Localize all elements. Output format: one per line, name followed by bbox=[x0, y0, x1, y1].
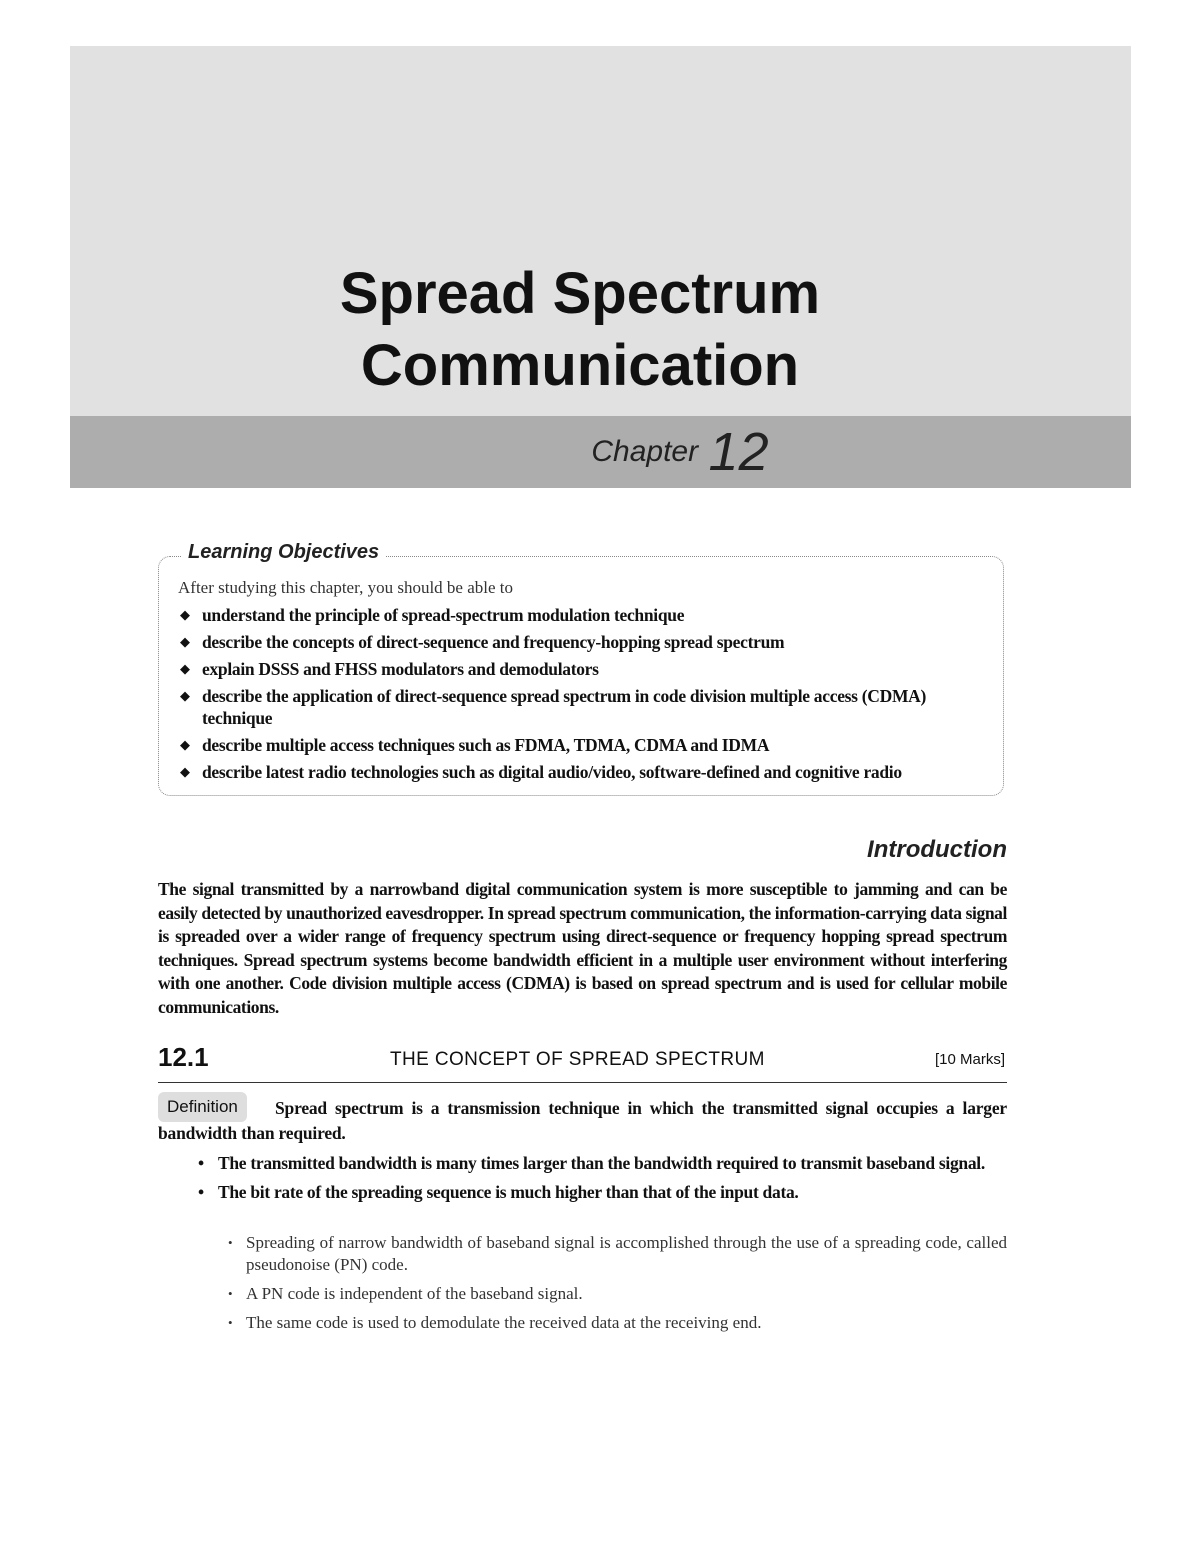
objective-text: understand the principle of spread-spectrum modulation technique bbox=[202, 605, 685, 625]
definition-badge: Definition bbox=[158, 1092, 247, 1122]
section-title: THE CONCEPT OF SPREAD SPECTRUM bbox=[390, 1049, 765, 1070]
objective-text: describe multiple access techniques such as FDMA, TDMA, CDMA and IDMA bbox=[202, 735, 770, 755]
section-marks: [10 Marks] bbox=[934, 1051, 1005, 1068]
chapter-title-line2: Communication bbox=[360, 333, 800, 398]
definition-text: Spread spectrum is a transmission technique in which the transmitted signal occupies a larger bandwidth than required. bbox=[158, 1098, 1007, 1143]
objective-item bbox=[178, 658, 998, 680]
objective-text: describe latest radio technologies such as digital audio/video, software-defined and cognitive radio bbox=[202, 762, 902, 782]
point-text: The transmitted bandwidth is many times larger than the bandwidth required to transmit baseband signal. bbox=[218, 1153, 985, 1173]
diamond-bullet-icon: ◆ bbox=[180, 607, 190, 622]
diamond-bullet-icon: ◆ bbox=[180, 737, 190, 752]
small-bullet-icon: • bbox=[228, 1286, 233, 1301]
definition-subpoints bbox=[228, 1232, 1007, 1341]
objective-item bbox=[178, 685, 998, 729]
introduction-heading: Introduction bbox=[867, 836, 1007, 863]
diamond-bullet-icon: ◆ bbox=[180, 688, 190, 703]
objective-item bbox=[178, 631, 998, 653]
subpoint-text: The same code is used to demodulate the received data at the receiving end. bbox=[246, 1313, 762, 1332]
learning-objectives-title: Learning Objectives bbox=[182, 541, 385, 564]
section-heading bbox=[158, 1042, 1007, 1083]
chapter-title-line1: Spread Spectrum bbox=[339, 261, 821, 326]
objective-item bbox=[178, 761, 998, 783]
introduction-paragraph: The signal transmitted by a narrowband digital communication system is more susceptible to jamming and can be easily detected by unauthorized eavesdropper. In spread spectrum communication, the information-carrying data signal is spreaded over a wider range of frequency spectrum using direct-sequence or frequency hopping spread spectrum techniques. Spread spectrum systems become bandwidth efficient in a multiple user environment without interfering with one another. Code division multiple access (CDMA) is based on spread spectrum and is used for cellular mobile communications. bbox=[158, 879, 1007, 1017]
subpoint-item bbox=[228, 1283, 1007, 1305]
subpoint-text: Spreading of narrow bandwidth of baseband signal is accomplished through the use of a spreading code, called pseudonoise (PN) code. bbox=[246, 1233, 1007, 1274]
objective-item bbox=[178, 604, 998, 626]
objective-text: describe the application of direct-sequence spread spectrum in code division multiple access (CDMA) technique bbox=[202, 686, 927, 728]
point-item bbox=[196, 1181, 1007, 1203]
definition-points bbox=[196, 1152, 1007, 1210]
chapter-word: Chapter bbox=[591, 435, 699, 468]
objective-text: describe the concepts of direct-sequence and frequency-hopping spread spectrum bbox=[202, 632, 785, 652]
diamond-bullet-icon: ◆ bbox=[180, 764, 190, 779]
subpoint-item bbox=[228, 1232, 1007, 1276]
objective-text: explain DSSS and FHSS modulators and demodulators bbox=[202, 659, 599, 679]
chapter-number: 12 bbox=[708, 422, 769, 482]
small-bullet-icon: • bbox=[228, 1235, 233, 1250]
point-text: The bit rate of the spreading sequence is much higher than that of the input data. bbox=[218, 1182, 799, 1202]
point-item bbox=[196, 1152, 1007, 1174]
chapter-label bbox=[70, 416, 1200, 488]
subpoint-text: A PN code is independent of the baseband signal. bbox=[246, 1284, 583, 1303]
bullet-icon: • bbox=[198, 1182, 204, 1202]
diamond-bullet-icon: ◆ bbox=[180, 661, 190, 676]
learning-objectives-intro: After studying this chapter, you should be able to bbox=[178, 578, 514, 597]
small-bullet-icon: • bbox=[228, 1315, 233, 1330]
objective-item bbox=[178, 734, 998, 756]
chapter-title bbox=[70, 258, 1090, 402]
learning-objectives-list bbox=[178, 604, 998, 788]
diamond-bullet-icon: ◆ bbox=[180, 634, 190, 649]
subpoint-item bbox=[228, 1312, 1007, 1334]
section-number: 12.1 bbox=[158, 1042, 209, 1072]
bullet-icon: • bbox=[198, 1153, 204, 1173]
